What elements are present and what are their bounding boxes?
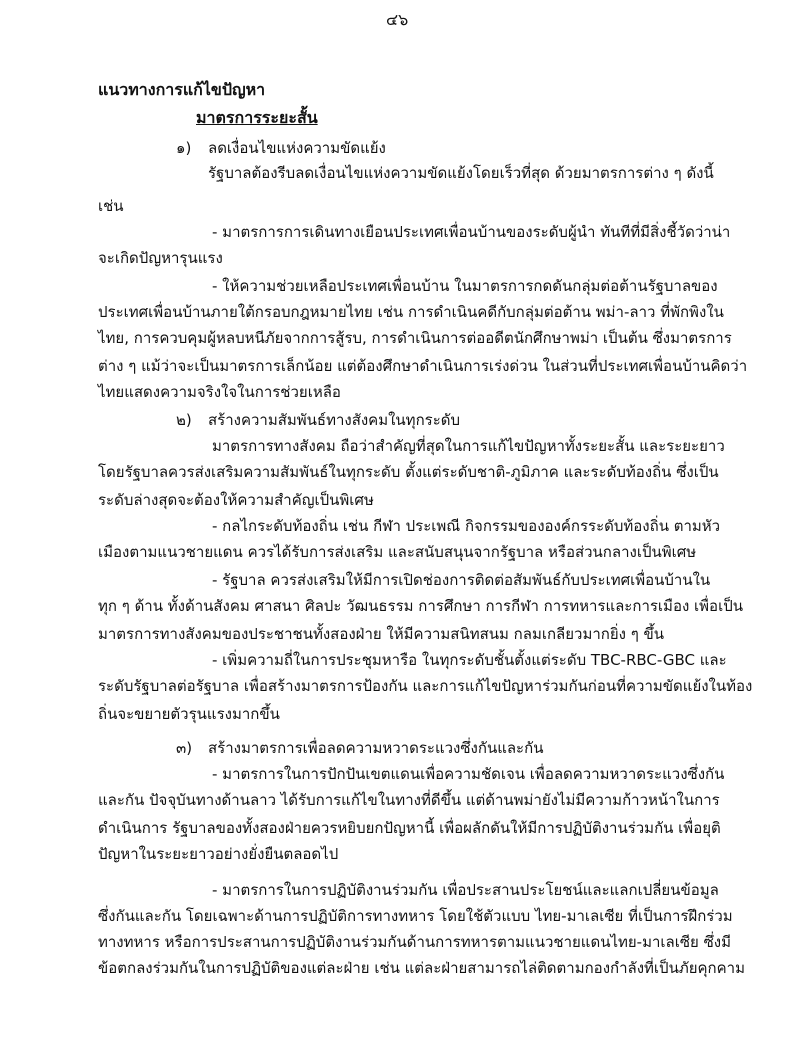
text-line: ไทยแสดงความจริงใจในการช่วยเหลือ: [98, 383, 341, 401]
text-line: - ให้ความช่วยเหลือประเทศเพื่อนบ้าน ในมาตรการกดดันกลุ่มต่อต้านรัฐบาลของ: [212, 277, 718, 295]
text-line: ซึ่งกันและกัน โดยเฉพาะด้านการปฏิบัติการทางทหาร โดยใช้ตัวแบบ ไทย-มาเลเซีย ที่เป็นการฝึกร่วม: [98, 907, 733, 925]
text-line: ต่าง ๆ แม้ว่าจะเป็นมาตรการเล็กน้อย แต่ต้องศึกษาดำเนินการเร่งด่วน ในส่วนที่ประเทศเพื่อนบ้านคิดว่า: [98, 357, 748, 375]
text-line: ประเทศเพื่อนบ้านภายใต้กรอบกฎหมายไทย เช่น การดำเนินคดีกับกลุ่มต่อต้าน พม่า-ลาว ที่พักพิงใน: [98, 303, 724, 321]
section-title-3: สร้างมาตรการเพื่อลดความหวาดระแวงซึ่งกันและกัน: [208, 739, 544, 757]
text-line: เช่น: [98, 197, 124, 215]
text-line: มาตรการทางสังคมของประชาชนทั้งสองฝ่าย ให้มีความสนิทสนม กลมเกลียวมากยิ่ง ๆ ขึ้น: [98, 625, 665, 643]
section-title-1: ลดเงื่อนไขแห่งความขัดแย้ง: [208, 139, 386, 157]
text-line: - เพิ่มความถี่ในการประชุมหารือ ในทุกระดับชั้นตั้งแต่ระดับ TBC-RBC-GBC และ: [212, 651, 727, 669]
section-number-3: ๓): [176, 739, 193, 757]
text-line: และกัน ปัจจุบันทางด้านลาว ได้รับการแก้ไขในทางที่ดีขึ้น แต่ด้านพม่ายังไม่มีความก้าวหน้าในการ: [98, 791, 720, 809]
subheading: มาตรการระยะสั้น: [196, 108, 318, 127]
text-line: - รัฐบาล ควรส่งเสริมให้มีการเปิดช่องการติดต่อสัมพันธ์กับประเทศเพื่อนบ้านใน: [212, 571, 711, 589]
text-line: โดยรัฐบาลควรส่งเสริมความสัมพันธ์ในทุกระดับ ตั้งแต่ระดับชาติ-ภูมิภาค และระดับท้องถิ่น ซึ่งเป็น: [98, 463, 719, 481]
text-line: ข้อตกลงร่วมกันในการปฏิบัติของแต่ละฝ่าย เช่น แต่ละฝ่ายสามารถไล่ติดตามกองกำลังที่เป็นภัยคุกคาม: [98, 959, 745, 977]
text-line: ไทย, การควบคุมผู้หลบหนีภัยจากการสู้รบ, การดำเนินการต่ออดีตนักศึกษาพม่า เป็นต้น ซึ่งมาตรการ: [98, 329, 732, 347]
text-line: ปัญหาในระยะยาวอย่างยั่งยืนตลอดไป: [98, 845, 339, 863]
text-line: - มาตรการในการปักปันเขตแดนเพื่อความชัดเจน เพื่อลดความหวาดระแวงซึ่งกัน: [212, 765, 725, 783]
section-title-2: สร้างความสัมพันธ์ทางสังคมในทุกระดับ: [208, 411, 461, 429]
section-number-1: ๑): [176, 139, 192, 157]
page-number: ๔๖: [386, 10, 409, 29]
heading: แนวทางการแก้ไขปัญหา: [98, 80, 266, 99]
text-line: มาตรการทางสังคม ถือว่าสำคัญที่สุดในการแก้ไขปัญหาทั้งระยะสั้น และระยะยาว: [212, 437, 725, 455]
text-line: ดำเนินการ รัฐบาลของทั้งสองฝ่ายควรหยิบยกปัญหานี้ เพื่อผลักดันให้มีการปฏิบัติงานร่วมกัน เพื่อยุติ: [98, 819, 721, 837]
text-line: - มาตรการในการปฏิบัติงานร่วมกัน เพื่อประสานประโยชน์และแลกเปลี่ยนข้อมูล: [212, 881, 719, 899]
text-line: ระดับรัฐบาลต่อรัฐบาล เพื่อสร้างมาตรการป้องกัน และการแก้ไขปัญหาร่วมกันก่อนที่ความขัดแย้งในท้อง: [98, 677, 753, 695]
text-line: ถิ่นจะขยายตัวรุนแรงมากขึ้น: [98, 705, 280, 723]
text-line: - มาตรการการเดินทางเยือนประเทศเพื่อนบ้านของระดับผู้นำ ทันทีที่มีสิ่งชี้วัดว่าน่า: [212, 223, 731, 241]
section-number-2: ๒): [176, 411, 192, 429]
text-line: ระดับล่างสุดจะต้องให้ความสำคัญเป็นพิเศษ: [98, 491, 374, 509]
text-line: ทางทหาร หรือการประสานการปฏิบัติงานร่วมกันด้านการทหารตามแนวชายแดนไทย-มาเลเซีย ซึ่งมี: [98, 933, 731, 951]
text-line: จะเกิดปัญหารุนแรง: [98, 249, 223, 267]
text-line: เมืองตามแนวชายแดน ควรได้รับการส่งเสริม และสนับสนุนจากรัฐบาล หรือส่วนกลางเป็นพิเศษ: [98, 543, 697, 561]
text-line: ทุก ๆ ด้าน ทั้งด้านสังคม ศาสนา ศิลปะ วัฒนธรรม การศึกษา การกีฬา การทหารและการเมือง เพื่อเป็น: [98, 597, 743, 615]
text-line: - กลไกระดับท้องถิ่น เช่น กีฬา ประเพณี กิจกรรมขององค์กรระดับท้องถิ่น ตามหัว: [212, 517, 721, 535]
text-line: รัฐบาลต้องรีบลดเงื่อนไขแห่งความขัดแย้งโดยเร็วที่สุด ด้วยมาตรการต่าง ๆ ดังนี้: [208, 164, 714, 182]
